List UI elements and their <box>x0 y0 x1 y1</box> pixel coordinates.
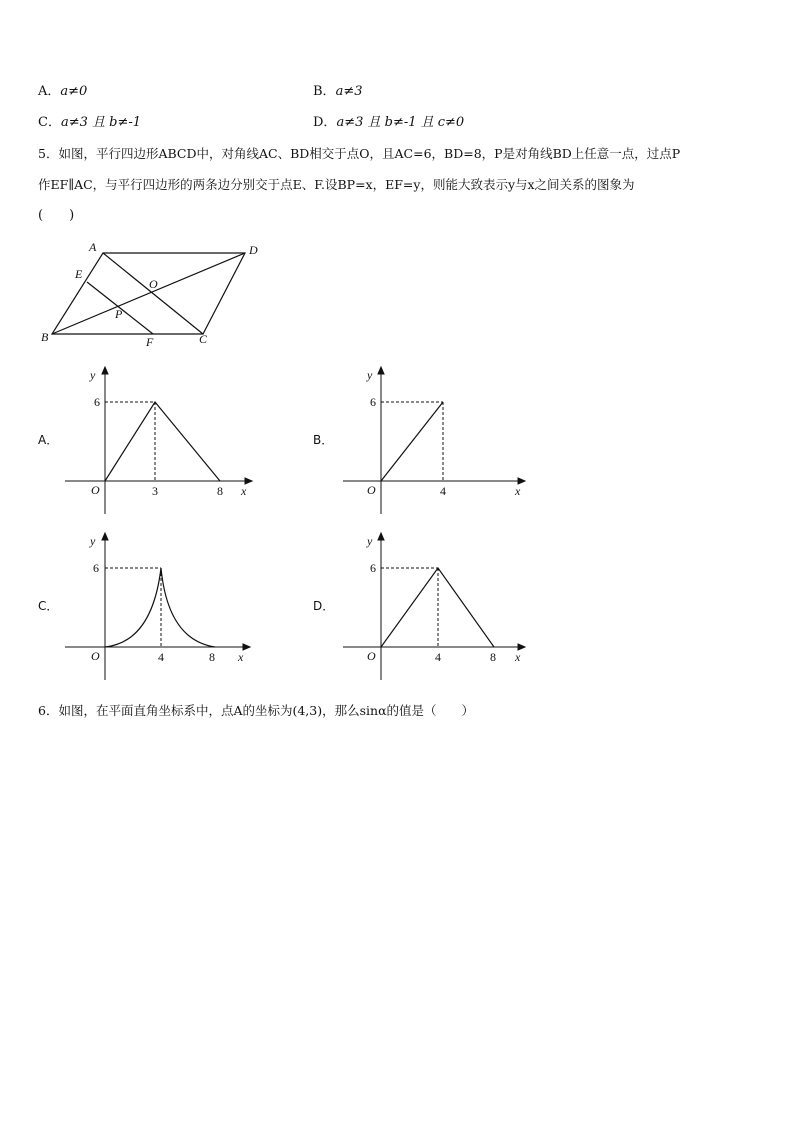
y-tick-6: 6 <box>94 395 100 409</box>
vertex-a-label: A <box>89 240 97 254</box>
x-tick-8: 8 <box>490 650 496 664</box>
y-axis-label: y <box>90 368 96 382</box>
x-tick-3: 3 <box>152 484 158 498</box>
option-label: B． <box>313 84 336 99</box>
option-d-prev <box>313 115 464 131</box>
y-axis-label: y <box>367 368 373 382</box>
x-axis-label: x <box>515 650 521 664</box>
diagonal-bd <box>52 253 245 334</box>
y-axis-label: y <box>90 534 96 548</box>
point-p-label: P <box>115 307 123 321</box>
graph-c <box>60 532 260 682</box>
option-label: C． <box>38 115 61 130</box>
x-axis-label: x <box>238 650 244 664</box>
graph-b-curve <box>381 402 443 481</box>
x-axis-label: x <box>241 484 247 498</box>
point-f-label: F <box>146 335 154 349</box>
y-axis-arrow <box>102 533 108 540</box>
point-o-label: O <box>149 277 158 291</box>
graph-a-curve <box>105 402 220 481</box>
q5-answer-bracket: ( ) <box>38 208 75 223</box>
origin-label: O <box>367 483 376 497</box>
option-text: a≠0 <box>60 84 88 99</box>
x-tick-8: 8 <box>209 650 215 664</box>
parallelogram-figure <box>35 240 275 350</box>
option-text: a≠3 <box>335 84 363 99</box>
x-tick-8: 8 <box>217 484 223 498</box>
x-tick-4: 4 <box>158 650 164 664</box>
option-text: a≠3 且 b≠-1 且 c≠0 <box>336 115 465 130</box>
origin-label: O <box>91 649 100 663</box>
y-axis-label: y <box>367 534 373 548</box>
y-tick-6: 6 <box>370 395 376 409</box>
option-b-prev <box>313 84 362 100</box>
y-tick-6: 6 <box>93 561 99 575</box>
diagonal-ac <box>103 253 203 334</box>
graph-c-option-label[interactable]: C． <box>38 599 59 613</box>
graph-d-option-label[interactable]: D． <box>313 599 335 613</box>
point-e-label: E <box>75 267 83 281</box>
x-axis-label: x <box>515 484 521 498</box>
graph-d <box>338 532 538 682</box>
origin-label: O <box>367 649 376 663</box>
graph-a-option-label[interactable]: A． <box>38 433 59 447</box>
y-axis-arrow <box>378 533 384 540</box>
x-tick-4: 4 <box>435 650 441 664</box>
graph-b <box>338 366 538 516</box>
y-tick-6: 6 <box>370 561 376 575</box>
option-c-prev <box>38 115 141 131</box>
y-axis-arrow <box>102 367 108 374</box>
q6-text: 6．如图，在平面直角坐标系中，点A的坐标为(4,3)，那么sinα的值是（ ） <box>38 703 475 718</box>
vertex-c-label: C <box>199 332 208 346</box>
vertex-d-label: D <box>249 243 258 257</box>
q5-line2: 作EF∥AC，与平行四边形的两条边分别交于点E、F.设BP=x，EF=y，则能大致表示y与x之间关系的图象为 <box>38 177 635 192</box>
option-text: a≠3 且 b≠-1 <box>60 115 142 130</box>
graph-c-curve <box>105 568 215 647</box>
option-label: D． <box>313 115 337 130</box>
option-a-prev <box>38 84 87 100</box>
x-tick-4: 4 <box>440 484 446 498</box>
graph-a <box>60 366 260 516</box>
origin-label: O <box>91 483 100 497</box>
vertex-b-label: B <box>41 330 49 344</box>
q5-line1: 5．如图，平行四边形ABCD中，对角线AC、BD相交于点O，且AC=6，BD=8，P是对角线BD上任意一点，过点P <box>38 146 681 161</box>
graph-b-option-label[interactable]: B． <box>313 433 334 447</box>
option-label: A． <box>38 84 61 99</box>
y-axis-arrow <box>378 367 384 374</box>
x-axis-arrow <box>243 644 250 650</box>
